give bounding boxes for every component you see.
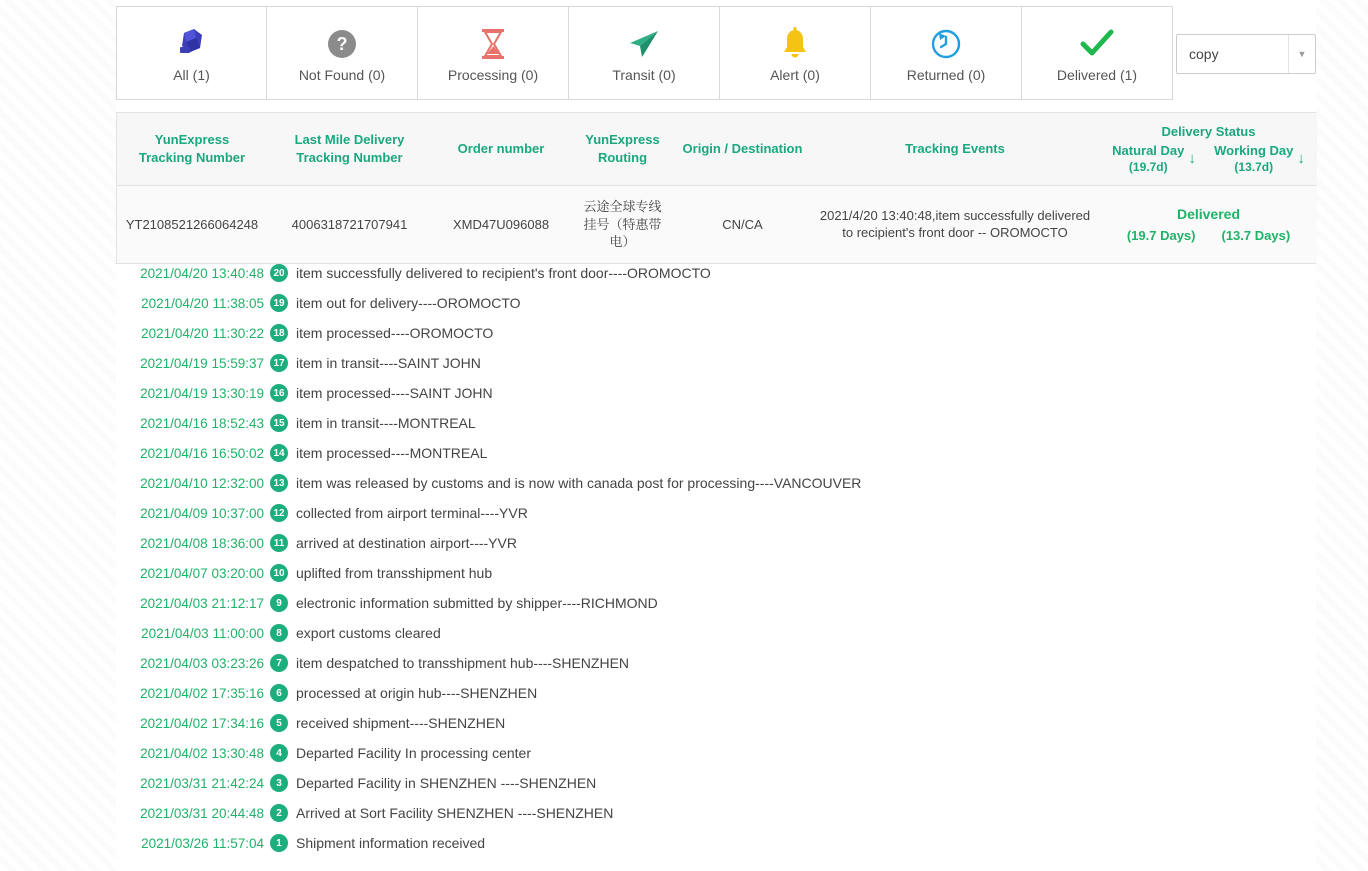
header-routing-l1: YunExpress: [585, 132, 660, 148]
event-sequence-badge: 20: [270, 264, 288, 282]
header-delivery-status-title: Delivery Status: [1161, 124, 1256, 139]
event-time: 2021/04/20 13:40:48: [140, 265, 264, 281]
header-working-day[interactable]: [1214, 143, 1305, 176]
event-text: item in transit----SAINT JOHN: [296, 355, 481, 371]
list-item: [116, 558, 1316, 588]
list-item: [116, 438, 1316, 468]
event-time: 2021/04/08 18:36:00: [140, 535, 264, 551]
list-item: [116, 468, 1316, 498]
list-item: [116, 408, 1316, 438]
list-item: [116, 528, 1316, 558]
header-natural-day-l2: (19.7d): [1128, 159, 1168, 174]
header-natural-day[interactable]: [1112, 143, 1196, 176]
event-sequence-badge: 18: [270, 324, 288, 342]
question-circle-icon: [323, 23, 361, 65]
event-sequence-badge: 8: [270, 624, 288, 642]
header-last-mile-tracking: [267, 113, 432, 186]
event-time: 2021/03/31 20:44:48: [140, 805, 264, 821]
sort-down-arrow-icon[interactable]: ↓: [1297, 149, 1305, 167]
table-header-row: [117, 113, 1317, 186]
svg-text:?: ?: [336, 34, 348, 54]
right-margin-pattern: [1316, 0, 1368, 871]
header-days-group: [1106, 143, 1311, 176]
copy-select-value: copy: [1189, 46, 1219, 62]
event-sequence-badge: 16: [270, 384, 288, 402]
header-last-mile-l1: Last Mile Delivery: [294, 132, 405, 148]
event-time: 2021/04/09 10:37:00: [140, 505, 264, 521]
event-text: Shipment information received: [296, 835, 486, 851]
cell-routing: 云途全球专线挂号（特惠带电）: [570, 186, 675, 263]
header-tracking-events: Tracking Events: [810, 113, 1100, 186]
tab-returned[interactable]: [871, 6, 1022, 100]
tab-not-found-label: Not Found (0): [298, 67, 386, 83]
event-text: uplifted from transshipment hub: [296, 565, 493, 581]
header-natural-day-l1: Natural Day: [1112, 142, 1185, 158]
list-item: [116, 348, 1316, 378]
cell-origin-destination: CN/CA: [675, 186, 810, 263]
event-text: received shipment----SHENZHEN: [296, 715, 506, 731]
event-time: 2021/04/20 11:38:05: [141, 295, 264, 311]
paper-plane-icon: [624, 23, 664, 65]
tab-transit-label: Transit (0): [612, 67, 676, 83]
sort-down-arrow-icon[interactable]: ↓: [1188, 149, 1196, 167]
header-delivery-status: [1100, 113, 1317, 186]
event-sequence-badge: 12: [270, 504, 288, 522]
cell-delivery-status: [1100, 186, 1317, 263]
event-sequence-badge: 13: [270, 474, 288, 492]
list-item: [116, 318, 1316, 348]
hourglass-icon: [476, 23, 510, 65]
event-text: processed at origin hub----SHENZHEN: [296, 685, 538, 701]
list-item: [116, 588, 1316, 618]
header-yunexpress-tracking: [117, 113, 267, 186]
event-text: Departed Facility in SHENZHEN ----SHENZHEN: [296, 775, 597, 791]
tab-processing-label: Processing (0): [447, 67, 539, 83]
tracking-events-list: [116, 258, 1316, 858]
cell-yunexpress-tracking: YT2108521266064248: [117, 186, 267, 263]
tab-not-found[interactable]: [267, 6, 418, 100]
cell-last-mile-tracking: 4006318721707941: [267, 186, 432, 263]
check-icon: [1077, 23, 1117, 65]
event-text: item processed----MONTREAL: [296, 445, 488, 461]
event-sequence-badge: 4: [270, 744, 288, 762]
list-item: [116, 678, 1316, 708]
header-routing: [570, 113, 675, 186]
list-item: [116, 738, 1316, 768]
event-time: 2021/04/02 13:30:48: [140, 745, 264, 761]
header-yunexpress-tracking-l2: Tracking Number: [138, 150, 246, 166]
event-text: item processed----SAINT JOHN: [296, 385, 493, 401]
cell-tracking-events: 2021/4/20 13:40:48,item successfully delivered to recipient's front door -- OROMOCTO: [810, 186, 1100, 263]
tab-alert-label: Alert (0): [770, 67, 820, 83]
copy-select[interactable]: [1176, 34, 1316, 74]
days-group: [1108, 227, 1309, 245]
status-tab-bar: [116, 6, 1173, 100]
tab-processing[interactable]: [418, 6, 569, 100]
list-item: [116, 648, 1316, 678]
event-sequence-badge: 17: [270, 354, 288, 372]
header-working-day-l2: (13.7d): [1234, 159, 1274, 174]
header-working-day-l1: Working Day: [1214, 142, 1294, 158]
event-time: 2021/04/19 15:59:37: [140, 355, 264, 371]
event-text: export customs cleared: [296, 625, 441, 641]
tab-all[interactable]: [116, 6, 267, 100]
cell-order-number: XMD47U096088: [432, 186, 570, 263]
list-item: [116, 498, 1316, 528]
event-text: collected from airport terminal----YVR: [296, 505, 528, 521]
event-time: 2021/04/02 17:35:16: [140, 685, 264, 701]
list-item: [116, 618, 1316, 648]
event-time: 2021/04/03 03:23:26: [140, 655, 264, 671]
list-item: [116, 288, 1316, 318]
return-arrow-icon: [927, 23, 965, 65]
event-time: 2021/04/03 11:00:00: [141, 625, 264, 641]
tab-delivered[interactable]: [1022, 6, 1173, 100]
header-order-number: Order number: [432, 113, 570, 186]
event-text: item despatched to transshipment hub----SHENZHEN: [296, 655, 630, 671]
list-item: [116, 768, 1316, 798]
event-sequence-badge: 1: [270, 834, 288, 852]
event-time: 2021/04/03 21:12:17: [140, 595, 264, 611]
results-table: [116, 112, 1316, 264]
status-badge: Delivered: [1176, 206, 1241, 223]
tab-transit[interactable]: [569, 6, 720, 100]
event-time: 2021/04/16 16:50:02: [140, 445, 264, 461]
event-time: 2021/04/19 13:30:19: [140, 385, 264, 401]
event-text: item in transit----MONTREAL: [296, 415, 476, 431]
event-time: 2021/04/16 18:52:43: [140, 415, 264, 431]
event-text: Departed Facility In processing center: [296, 745, 531, 761]
list-item: [116, 258, 1316, 288]
tab-delivered-label: Delivered (1): [1056, 67, 1138, 83]
tab-alert[interactable]: [720, 6, 871, 100]
event-time: 2021/04/20 11:30:22: [141, 325, 264, 341]
event-text: Arrived at Sort Facility SHENZHEN ----SHENZHEN: [296, 805, 614, 821]
tab-all-label: All (1): [173, 67, 210, 83]
event-text: item successfully delivered to recipient's front door----OROMOCTO: [296, 265, 711, 281]
event-sequence-badge: 3: [270, 774, 288, 792]
event-text: arrived at destination airport----YVR: [296, 535, 517, 551]
header-yunexpress-tracking-l1: YunExpress: [154, 132, 230, 148]
event-time: 2021/04/07 03:20:00: [140, 565, 264, 581]
package-icon: [172, 23, 212, 65]
event-text: item processed----OROMOCTO: [296, 325, 494, 341]
event-sequence-badge: 6: [270, 684, 288, 702]
header-origin-destination: Origin / Destination: [675, 113, 810, 186]
natural-days-value: (19.7 Days): [1126, 228, 1196, 244]
list-item: [116, 798, 1316, 828]
event-sequence-badge: 5: [270, 714, 288, 732]
header-routing-l2: Routing: [597, 150, 648, 166]
list-item: [116, 378, 1316, 408]
event-time: 2021/04/02 17:34:16: [140, 715, 264, 731]
event-text: item out for delivery----OROMOCTO: [296, 295, 521, 311]
header-last-mile-l2: Tracking Number: [296, 150, 403, 166]
tab-returned-label: Returned (0): [906, 67, 986, 83]
event-sequence-badge: 14: [270, 444, 288, 462]
working-days-value: (13.7 Days): [1221, 228, 1291, 244]
list-item: [116, 708, 1316, 738]
event-time: 2021/03/31 21:42:24: [140, 775, 264, 791]
table-row[interactable]: [117, 186, 1317, 263]
event-time: 2021/03/26 11:57:04: [141, 835, 264, 851]
event-time: 2021/04/10 12:32:00: [140, 475, 264, 491]
left-margin-pattern: [0, 0, 116, 871]
event-text: electronic information submitted by shipper----RICHMOND: [296, 595, 658, 611]
event-sequence-badge: 15: [270, 414, 288, 432]
bell-icon: [778, 23, 812, 65]
chevron-down-icon: ▼: [1288, 35, 1315, 73]
event-sequence-badge: 7: [270, 654, 288, 672]
event-sequence-badge: 9: [270, 594, 288, 612]
event-sequence-badge: 10: [270, 564, 288, 582]
event-sequence-badge: 11: [270, 534, 288, 552]
event-text: item was released by customs and is now with canada post for processing----VANCOUVER: [296, 475, 862, 491]
event-sequence-badge: 19: [270, 294, 288, 312]
list-item: [116, 828, 1316, 858]
event-sequence-badge: 2: [270, 804, 288, 822]
